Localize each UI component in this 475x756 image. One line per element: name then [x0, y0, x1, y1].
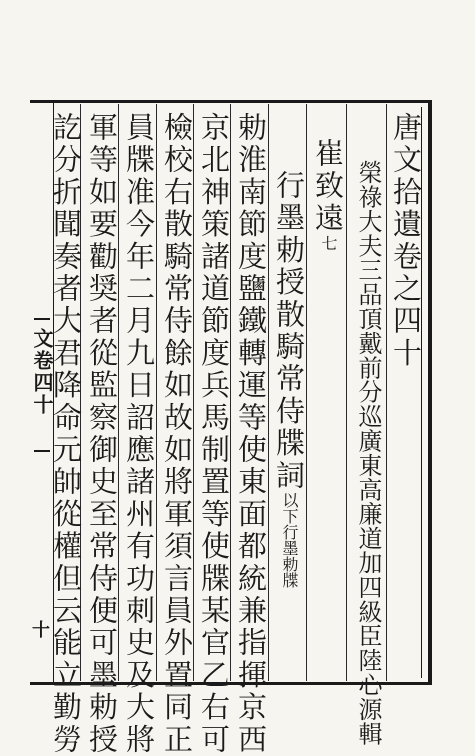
piece-title: 行墨勅授散騎常侍牒詞 [272, 170, 306, 492]
body-column-1: 勅淮南節度鹽鐵轉運等使東面都統兼指揮京西 [234, 112, 268, 756]
piece-note-left: 墨勅牒 [280, 540, 299, 588]
body-column-4: 員牒准今年二月九日詔應諸州有功刺史及大將 [122, 112, 156, 756]
compiler-line: 榮祿大夫三品頂戴前分巡廣東高廉道加四級臣陸心源輯 [354, 160, 382, 746]
column-rule [346, 104, 347, 681]
column-rule [156, 104, 157, 681]
body-column-5: 軍等如要勸奨者從監察御史至常侍便可墨勅授 [85, 112, 119, 756]
author-note: 七 [319, 234, 338, 251]
column-rule [306, 104, 307, 681]
fold-page-number: 十 [29, 620, 50, 638]
body-column-2: 京北神策諸道節度兵馬制置等使牒某官乙右可 [197, 112, 231, 756]
fold-title: 文卷四十 [30, 328, 54, 416]
column-rule [268, 104, 269, 681]
author-name: 崔致遠 [311, 138, 345, 235]
column-rule [386, 104, 387, 681]
piece-note-right: 以下行 [280, 492, 299, 540]
author-column [312, 138, 344, 251]
body-column-3: 檢校右散騎常侍餘如故如將軍須言員外置同正 [160, 112, 194, 756]
body-column-6: 訖分折聞奏者大君降命元帥從權但云能立勤勞 [49, 112, 83, 756]
volume-title: 唐文拾遺卷之四十 [389, 112, 423, 370]
piece-title-column [273, 170, 305, 588]
